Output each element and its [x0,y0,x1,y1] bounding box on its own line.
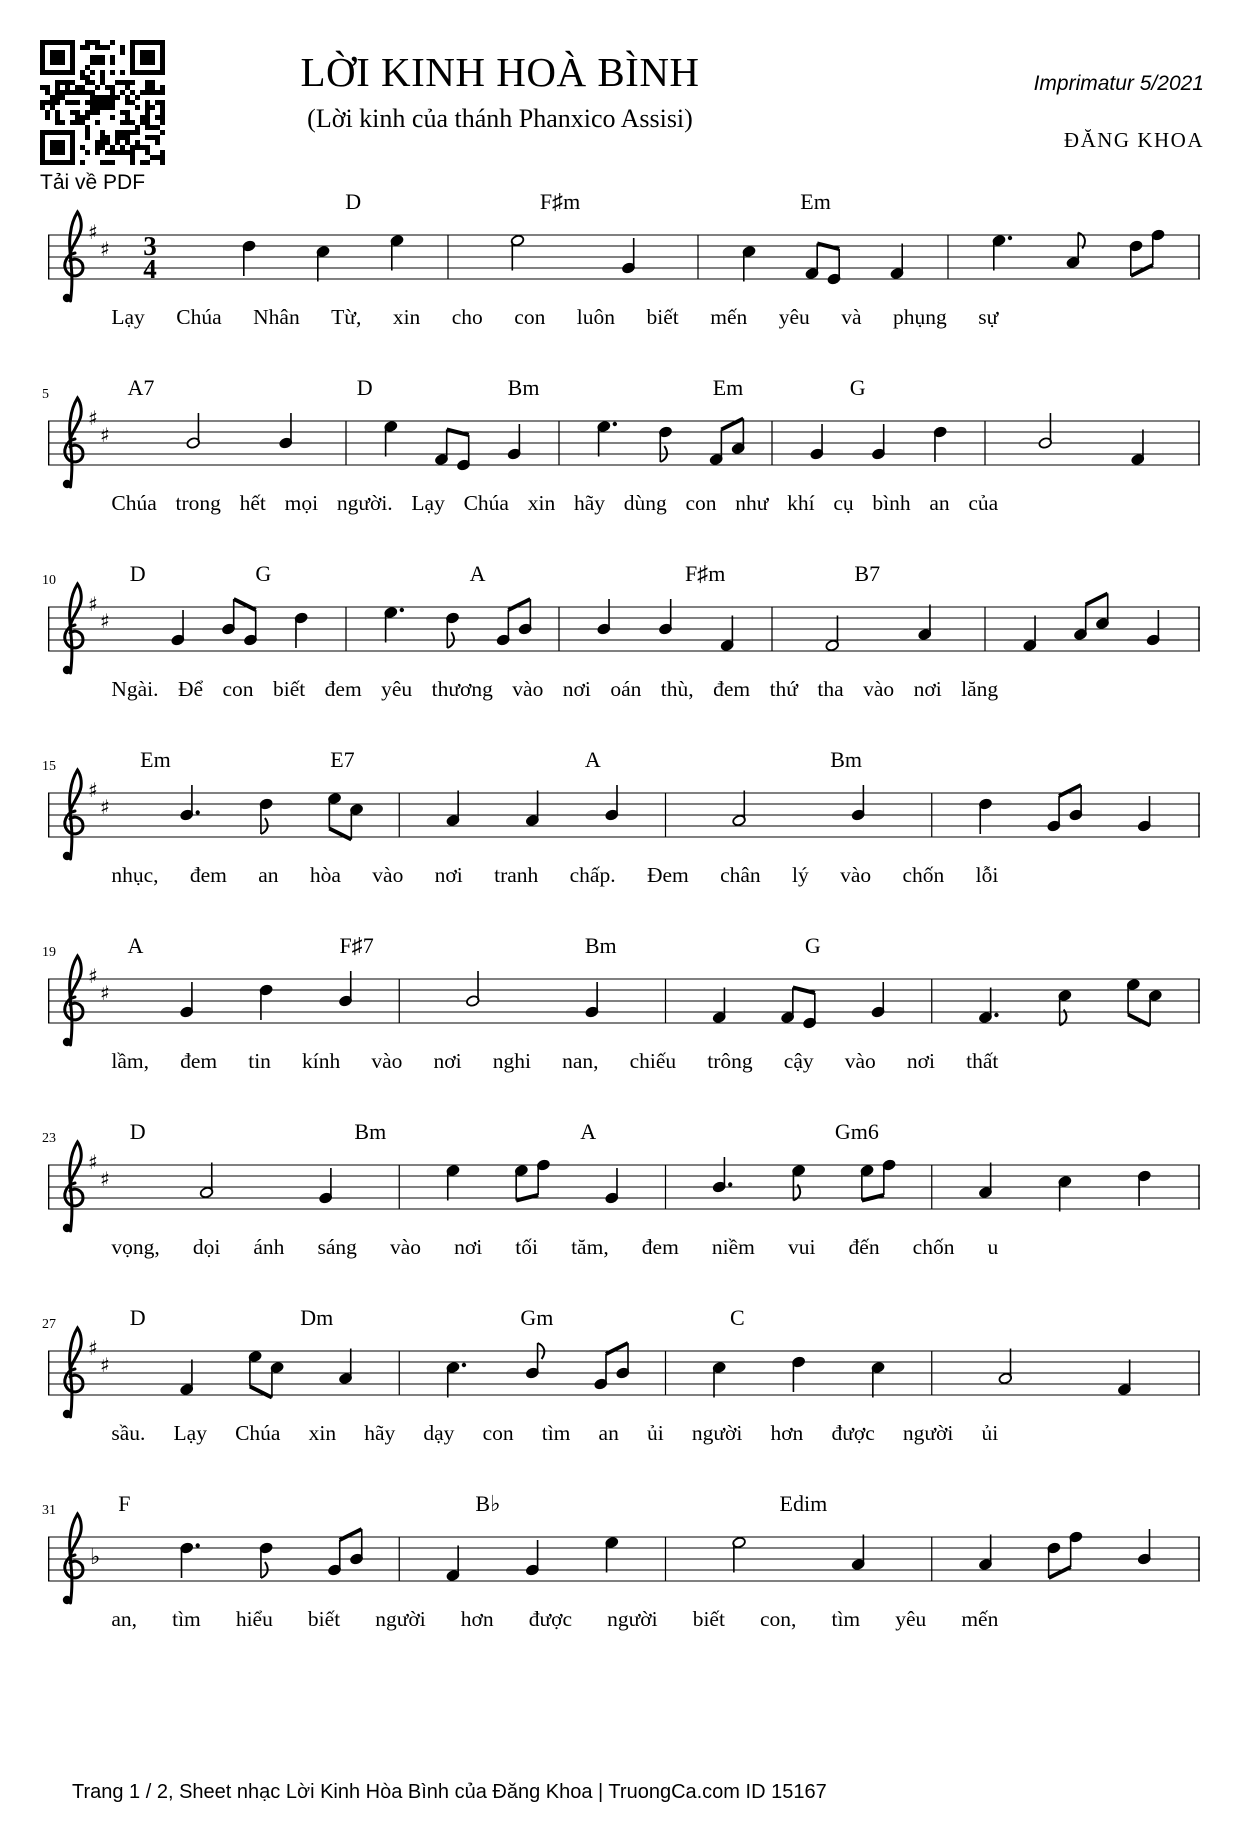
lyric-line [111,491,998,516]
key-signature [88,592,110,633]
svg-text:♯: ♯ [88,1150,98,1174]
lyric-line [111,1235,998,1260]
chord-label: B7 [854,561,881,586]
chord-label: Bm [830,747,862,772]
lyric-syllable: Nhân [253,305,300,329]
key-signature [88,778,110,819]
svg-text:♯: ♯ [88,592,98,616]
svg-text:♯: ♯ [100,423,110,447]
measure [712,982,885,1029]
lyric-syllable: nan, [562,1049,599,1073]
lyric-syllable: thất [966,1049,999,1073]
staff-notation [48,763,1200,867]
chord-label: A [584,747,601,772]
staff-system [42,1305,1200,1459]
lyric-syllable: tìm [172,1607,201,1631]
lyric-syllable: con [482,1421,514,1445]
lyric-syllable: tìm [831,1607,861,1631]
lyric-syllable: tăm, [571,1235,609,1259]
page-title: LỜI KINH HOÀ BÌNH [300,49,700,95]
lyric-syllable: Lạy [411,491,445,515]
chord-label: E7 [330,747,355,772]
lyric-syllable: Đem [646,863,689,887]
measure [597,419,746,466]
chord-label: D [129,1305,146,1330]
staff-notation [48,205,1200,309]
lyric-syllable: an [929,491,950,515]
lyric-syllable: ủi [981,1421,999,1445]
lyric-syllable: hãy [573,491,605,515]
lyric-syllable: hiểu [235,1607,273,1631]
lyric-syllable: dọi [192,1235,221,1259]
lyric-syllable: phụng [893,305,947,329]
lyric-syllable: tranh [494,863,539,887]
lyric-syllable: vào [840,863,872,887]
lyric-syllable: nơi [434,863,463,887]
lyric-syllable: đem [180,1049,218,1073]
chord-label: Bm [507,375,540,400]
staff-notation [48,1135,1200,1239]
svg-text:♯: ♯ [100,795,110,819]
measure [186,413,293,449]
lyric-syllable: người [902,1421,954,1445]
measure [998,1349,1131,1396]
lyric-syllable: thù, [660,677,694,701]
staff-lines [48,1165,1200,1209]
lyric-syllable: mến [710,305,748,329]
lyric-syllable: vào [371,1049,403,1073]
lyric-syllable: hơn [460,1607,494,1631]
chord-label: D [345,189,362,214]
key-signature [88,1336,110,1377]
lyric-syllable: trong [175,491,221,515]
lyric-syllable: và [841,305,862,329]
lyric-syllable: nơi [906,1049,935,1073]
lyric-syllable: được [528,1607,573,1631]
lyric-syllable: dạy [423,1421,455,1445]
lyric-syllable: oán [610,677,642,701]
svg-text:♯: ♯ [88,220,98,244]
lyric-syllable: đem [324,677,362,701]
lyric-syllable: mọi [284,491,319,515]
measure [978,785,1151,834]
lyric-syllable: nơi [454,1235,483,1259]
lyric-syllable: vào [372,863,404,887]
lyric-syllable: đem [713,677,751,701]
chord-label: Edim [779,1491,828,1516]
lyric-syllable: vào [390,1235,422,1259]
lyric-syllable: người [691,1421,743,1445]
measure [825,605,932,652]
measure [1023,594,1161,652]
measure-number: 10 [42,573,56,588]
lyric-syllable: mến [961,1607,999,1631]
measure [732,785,865,827]
chord-label: A [127,933,144,958]
page-footer: Trang 1 / 2, Sheet nhạc Lời Kinh Hòa Bình của Đăng Khoa | TruongCa.com ID 15167 [72,1781,827,1803]
lyric-syllable: cụ [833,491,854,515]
lyric-syllable: dùng [623,491,667,515]
lyric-syllable: được [831,1421,875,1445]
key-signature [88,964,110,1005]
lyric-line [111,1607,998,1632]
lyric-syllable: đến [848,1235,880,1259]
staff-notation [48,949,1200,1053]
lyric-syllable: đem [189,863,227,887]
svg-text:♯: ♯ [88,1336,98,1360]
lyric-syllable: nơi [433,1049,462,1073]
staff-system [48,189,1200,343]
lyric-syllable: ánh [253,1235,285,1259]
qr-code[interactable] [40,40,165,165]
staff-lines [48,979,1200,1023]
staff-lines [48,793,1200,837]
lyric-line [111,1049,998,1074]
measure [446,785,619,827]
staff-system [42,933,1200,1087]
measure-number: 5 [42,387,49,402]
lyric-syllable: yêu [895,1607,927,1631]
lyric-syllable: chân [720,863,761,887]
lyric-syllable: tha [817,677,844,701]
measure [446,1159,619,1204]
lyric-syllable: lầm, [111,1049,149,1073]
lyric-syllable: lăng [961,677,999,701]
measure [171,599,309,648]
lyric-syllable: tối [515,1235,538,1259]
measure [992,229,1165,276]
chord-label: Em [800,189,831,214]
key-signature [88,220,110,261]
chord-label: Em [712,375,744,400]
chord-label: G [849,375,866,400]
chord-label: F♯m [539,189,581,214]
time-signature [143,231,157,284]
chord-label: Bm [354,1119,387,1144]
lyric-syllable: vui [787,1235,816,1259]
lyric-line [111,305,998,330]
lyric-syllable: sáng [317,1235,357,1259]
lyric-syllable: chiếu [629,1049,677,1073]
svg-text:♯: ♯ [88,406,98,430]
svg-text:♯: ♯ [100,981,110,1005]
svg-text:♭: ♭ [90,1545,101,1570]
svg-text:♯: ♯ [88,964,98,988]
chord-label: Gm [520,1305,554,1330]
staff-notation [48,1321,1200,1425]
measure [384,599,533,648]
lyric-syllable: của [968,491,999,515]
svg-text:♯: ♯ [100,1353,110,1377]
lyric-syllable: đem [641,1235,679,1259]
lyric-line [111,863,998,888]
lyric-syllable: biết [272,677,306,701]
lyric-syllable: nghi [492,1049,531,1073]
chord-label: D [129,1119,146,1144]
lyric-syllable: Lạy [111,305,145,329]
lyric-syllable: con [514,305,546,329]
chord-label: Dm [300,1305,334,1330]
lyric-syllable: con, [760,1607,797,1631]
lyric-syllable: Ngài. [111,677,159,701]
lyric-syllable: cậy [783,1049,814,1073]
staff-system [42,1119,1200,1273]
chord-label: D [129,561,146,586]
staff-notation [48,577,1200,681]
staff-system [42,1491,1200,1645]
lyric-syllable: an [258,863,279,887]
lyric-syllable: sự [978,305,999,329]
staff-system [42,375,1200,529]
lyric-syllable: Chúa [235,1421,281,1445]
key-signature [90,1545,100,1570]
lyric-syllable: thương [431,677,493,701]
lyric-syllable: hết [239,491,266,515]
lyric-syllable: cho [451,305,483,329]
chord-label: Bm [584,933,617,958]
lyric-syllable: Từ, [331,305,362,329]
lyric-syllable: vọng, [111,1235,160,1259]
lyric-syllable: Lạy [173,1421,207,1445]
staff-notation [48,391,1200,495]
lyric-syllable: xin [527,491,556,515]
lyric-syllable: biết [307,1607,341,1631]
lyric-syllable: người [375,1607,426,1631]
svg-text:♯: ♯ [100,1167,110,1191]
lyric-syllable: Để [177,677,204,701]
composer-name: ĐĂNG KHOA [1063,128,1204,152]
measure [712,1157,896,1201]
lyric-syllable: người. [336,491,393,515]
lyric-syllable: hòa [309,863,341,887]
chord-label: F♯7 [339,933,374,958]
lyric-syllable: u [987,1235,999,1259]
lyric-syllable: xin [392,305,421,329]
staff-system [42,561,1200,715]
lyric-line [111,1421,998,1446]
lyric-syllable: sầu. [111,1421,146,1445]
lyric-syllable: xin [308,1421,337,1445]
measure [978,978,1162,1025]
key-signature [88,1150,110,1191]
lyric-syllable: Chúa [176,305,222,329]
lyric-syllable: Chúa [111,491,157,515]
measure [242,234,404,281]
svg-text:4: 4 [143,254,157,284]
lyric-syllable: an [598,1421,619,1445]
key-signature [88,406,110,447]
measure [384,420,522,471]
measure-number: 27 [42,1317,56,1332]
staff-lines [48,1537,1200,1581]
measure [180,1529,364,1578]
chord-label: B♭ [475,1491,501,1516]
lyric-syllable: chốn [902,863,945,887]
lyric-syllable: tin [248,1049,271,1073]
chord-label: A [469,561,486,586]
staff-system [42,747,1200,901]
chord-label: Gm6 [834,1119,879,1144]
chord-label: D [356,375,373,400]
lyric-syllable: nơi [562,677,591,701]
lyric-syllable: tìm [541,1421,571,1445]
lyric-syllable: lý [792,863,809,887]
chord-label: G [804,933,821,958]
lyric-syllable: chốn [912,1235,955,1259]
lyric-syllable: ủi [646,1421,664,1445]
title-block [150,48,850,134]
lyric-syllable: nhục, [111,863,159,887]
qr-download-label[interactable]: Tải về PDF [40,171,146,194]
chord-label: Em [140,747,171,772]
svg-text:♯: ♯ [88,778,98,802]
lyric-syllable: vào [863,677,895,701]
lyric-syllable: kính [302,1049,341,1073]
chord-label: F [118,1491,131,1516]
lyric-syllable: bình [872,491,911,515]
lyric-syllable: niềm [711,1235,755,1259]
svg-text:♯: ♯ [100,237,110,261]
lyric-syllable: biết [646,305,679,329]
svg-text:♯: ♯ [100,609,110,633]
lyric-syllable: yêu [381,677,413,701]
measure [180,971,353,1020]
measure-number: 15 [42,759,56,774]
lyric-syllable: con [222,677,254,701]
chord-label: A [580,1119,597,1144]
lyric-syllable: nơi [913,677,942,701]
lyric-syllable: trông [707,1049,753,1073]
lyric-syllable: luôn [576,305,616,329]
chord-label: G [255,561,272,586]
lyric-syllable: như [735,491,769,515]
measure-number: 23 [42,1131,56,1146]
lyric-syllable: người [607,1607,658,1631]
measure [466,971,599,1018]
staff-lines [48,235,1200,279]
lyric-syllable: hơn [770,1421,804,1445]
lyric-syllable: yêu [778,305,810,329]
lyric-syllable: vào [512,677,544,701]
page-subtitle: (Lời kinh của thánh Phanxico Assisi) [307,104,693,133]
measure [978,1529,1151,1578]
imprimatur-note: Imprimatur 5/2021 [1033,72,1204,95]
measure-number: 31 [42,1503,56,1518]
lyric-syllable: an, [111,1607,138,1631]
staff-notation [48,1507,1200,1611]
lyric-line [111,677,998,702]
lyric-syllable: Chúa [463,491,509,515]
chord-label: C [729,1305,745,1330]
measure [732,1535,865,1573]
chord-label: A7 [127,375,155,400]
lyric-syllable: chấp. [569,863,616,887]
lyric-syllable: biết [692,1607,725,1631]
lyric-syllable: hãy [364,1421,396,1445]
lyric-syllable: khí [787,491,815,515]
lyric-syllable: thứ [769,677,798,701]
lyric-syllable: lỗi [975,863,999,887]
chord-label: F♯m [685,561,726,586]
staff-lines [48,421,1200,465]
svg-text:3: 3 [143,231,157,261]
measure-number: 19 [42,945,56,960]
lyric-syllable: vào [844,1049,876,1073]
lyric-syllable: con [685,491,717,515]
